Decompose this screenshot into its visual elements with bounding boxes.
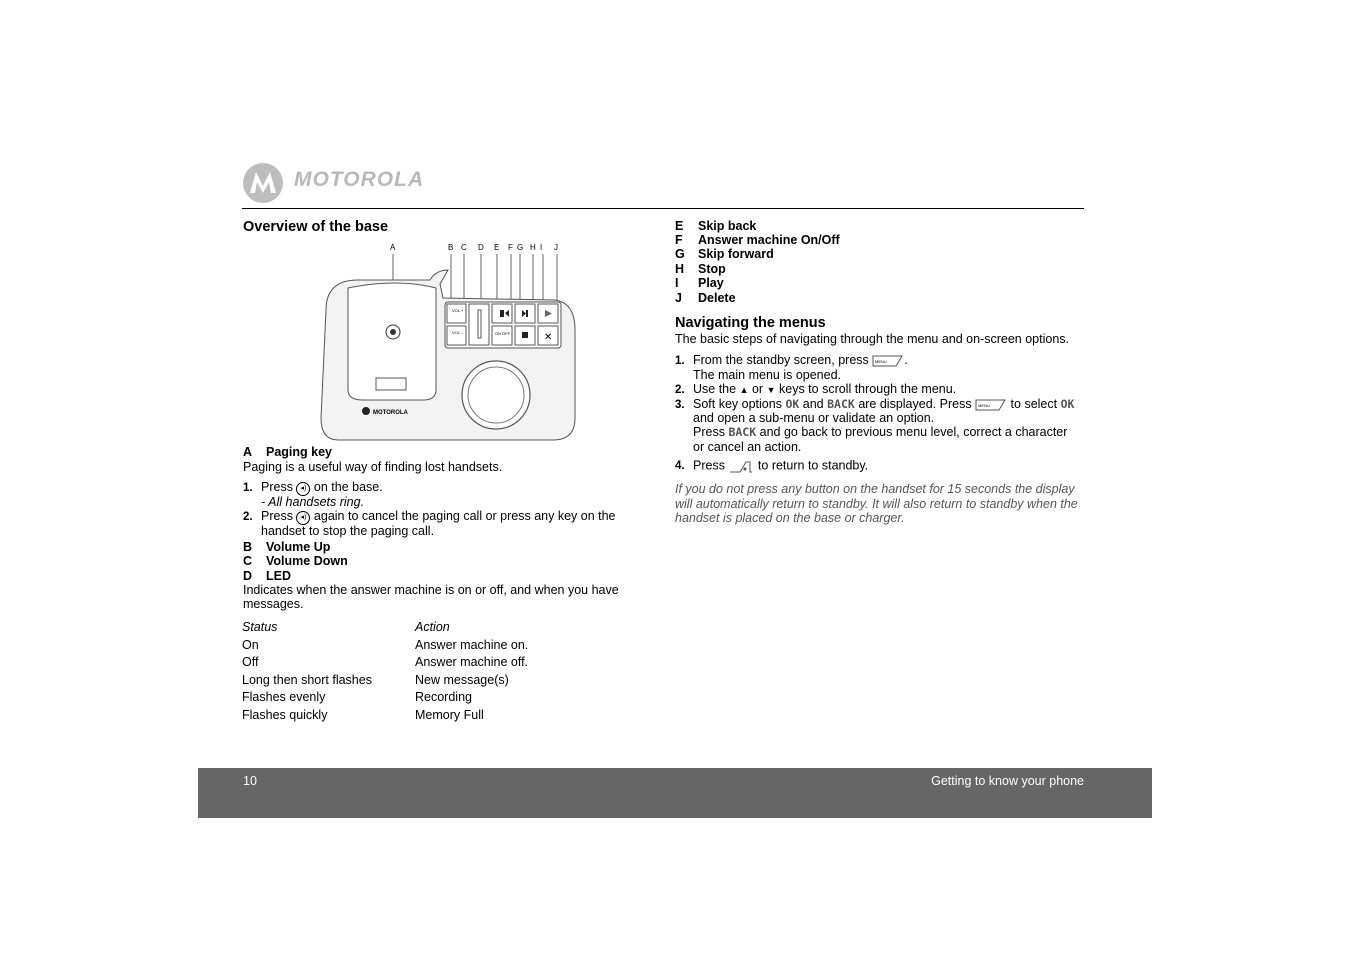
key-label: Answer machine On/Off — [698, 233, 840, 247]
paging-key-icon: ◂) — [296, 482, 310, 496]
back-softkey-label: BACK — [728, 425, 757, 439]
paging-step-2-cont: handset to stop the paging call. — [261, 524, 435, 538]
paging-step-1-sub: - All handsets ring. — [261, 495, 365, 509]
item-c-title: Volume Down — [266, 554, 348, 568]
end-call-key-icon — [728, 458, 754, 474]
step-text: Press — [261, 480, 293, 494]
key-list-j — [675, 291, 736, 306]
step-text: or — [751, 382, 764, 396]
key-list-h — [675, 262, 726, 277]
nav-step-2 — [675, 382, 956, 398]
key-letter: J — [675, 291, 682, 305]
table-cell-action: Answer machine off. — [415, 655, 529, 669]
back-softkey-label: BACK — [827, 397, 855, 411]
motorola-batwing-icon — [242, 162, 284, 204]
key-list-g — [675, 247, 774, 262]
key-label: Skip back — [698, 219, 757, 233]
item-a-letter: A — [243, 445, 253, 459]
key-letter: G — [675, 247, 685, 261]
header-rule — [242, 208, 1084, 209]
section-title-navigating: Navigating the menus — [675, 315, 826, 331]
item-d-letter: D — [243, 569, 253, 583]
item-d-description-2: messages. — [243, 597, 304, 611]
figure-letter-g: G — [517, 243, 524, 252]
figure-on-off-label: ON OFF — [495, 331, 511, 336]
key-label: Stop — [698, 262, 726, 276]
item-c-letter: C — [243, 554, 253, 568]
figure-letter-f: F — [508, 243, 513, 252]
step-text: are displayed. Press — [858, 397, 972, 411]
table-cell-status: Off — [242, 655, 259, 669]
figure-letter-h: H — [530, 243, 536, 252]
step-number: 3. — [675, 399, 685, 411]
table-cell-status: On — [242, 638, 259, 652]
figure-letter-b: B — [448, 243, 454, 252]
step-number: 2. — [675, 384, 685, 396]
standby-note-line2: will automatically return to standby. It will also return to standby when the — [675, 497, 1078, 511]
menu-softkey-icon — [872, 354, 904, 368]
key-list-e — [675, 219, 756, 234]
figure-letter-j: J — [554, 243, 558, 252]
ok-softkey-label: OK — [1060, 397, 1075, 411]
nav-step-3-line3 — [693, 425, 1067, 440]
step-text: Press — [693, 425, 725, 439]
item-b-heading — [243, 540, 330, 555]
key-list-f — [675, 233, 840, 248]
paging-step-2 — [243, 509, 616, 525]
step-text: Soft key options — [693, 397, 782, 411]
step-text: and go back to previous menu level, correct a character — [759, 425, 1068, 439]
nav-step-4 — [675, 458, 868, 474]
scroll-down-icon: ▼ — [766, 385, 776, 395]
key-letter: I — [675, 276, 679, 290]
svg-text:✕: ✕ — [544, 332, 553, 343]
key-label: Delete — [698, 291, 736, 305]
item-b-letter: B — [243, 540, 253, 554]
step-text: Use the — [693, 382, 737, 396]
step-number: 2. — [243, 511, 253, 523]
item-d-title: LED — [266, 569, 291, 583]
key-letter: E — [675, 219, 684, 233]
table-header-status: Status — [242, 620, 278, 634]
key-list-i — [675, 276, 724, 291]
item-a-title: Paging key — [266, 445, 332, 459]
base-unit-figure — [318, 240, 578, 446]
table-cell-status: Flashes evenly — [242, 690, 326, 704]
paging-step-1 — [243, 480, 383, 496]
step-text: and — [802, 397, 824, 411]
figure-letter-i: I — [540, 243, 543, 252]
step-text: again to cancel the paging call or press any key on the — [313, 509, 616, 523]
scroll-up-icon: ▲ — [739, 385, 749, 395]
figure-letter-c: C — [461, 243, 467, 252]
step-text: From the standby screen, press — [693, 353, 869, 367]
key-label: Skip forward — [698, 247, 774, 261]
brand-wordmark: MOTOROLA — [294, 168, 425, 191]
step-text: Press — [693, 458, 725, 473]
table-cell-action: Recording — [415, 690, 472, 704]
table-cell-status: Long then short flashes — [242, 673, 372, 687]
page-footer — [198, 768, 1152, 818]
key-letter: H — [675, 262, 685, 276]
step-text: on the base. — [313, 480, 383, 494]
item-d-description-1: Indicates when the answer machine is on or off, and when you have — [243, 583, 619, 597]
nav-step-1 — [675, 353, 908, 369]
figure-letter-d: D — [478, 243, 484, 252]
standby-note-line1: If you do not press any button on the handset for 15 seconds the display — [675, 482, 1075, 496]
item-a-description: Paging is a useful way of finding lost handsets. — [243, 460, 503, 474]
step-number: 4. — [675, 460, 685, 473]
ok-softkey-label: OK — [785, 397, 800, 411]
item-d-heading — [243, 569, 291, 584]
figure-letter-e: E — [494, 243, 500, 252]
item-c-heading — [243, 554, 348, 569]
step-text: to return to standby. — [757, 458, 869, 473]
nav-step-3-line4: or cancel an action. — [693, 440, 802, 454]
paging-key-icon: ◂) — [296, 511, 310, 525]
step-text: . — [904, 353, 908, 367]
table-cell-action: Memory Full — [415, 708, 484, 722]
motorola-logo — [242, 162, 454, 204]
step-text: keys to scroll through the menu. — [779, 382, 957, 396]
nav-intro: The basic steps of navigating through the menu and on-screen options. — [675, 332, 1070, 346]
table-cell-status: Flashes quickly — [242, 708, 328, 722]
key-label: Play — [698, 276, 724, 290]
menu-softkey-icon — [975, 398, 1007, 412]
table-cell-action: Answer machine on. — [415, 638, 529, 652]
step-number: 1. — [243, 482, 253, 494]
figure-vol-up-label: VOL + — [452, 308, 464, 313]
key-letter: F — [675, 233, 683, 247]
svg-text:MENU: MENU — [978, 402, 990, 408]
page-number: 10 — [243, 774, 257, 788]
item-a-heading — [243, 445, 332, 460]
step-text: to select — [1010, 397, 1058, 411]
standby-note-line3: handset is placed on the base or charger. — [675, 511, 905, 525]
figure-vol-down-label: VOL – — [452, 330, 464, 335]
svg-text:MENU: MENU — [875, 358, 888, 364]
step-number: 1. — [675, 355, 685, 367]
nav-step-1-sub: The main menu is opened. — [693, 368, 842, 382]
table-cell-action: New message(s) — [415, 673, 509, 687]
footer-section-title: Getting to know your phone — [931, 774, 1084, 788]
table-header-action: Action — [415, 620, 450, 634]
nav-step-3-line2: and open a sub-menu or validate an option. — [693, 411, 935, 425]
step-text: Press — [261, 509, 293, 523]
section-title-overview: Overview of the base — [243, 219, 389, 235]
figure-letter-a: A — [390, 243, 396, 252]
item-b-title: Volume Up — [266, 540, 331, 554]
figure-brand-label: MOTOROLA — [373, 410, 408, 416]
